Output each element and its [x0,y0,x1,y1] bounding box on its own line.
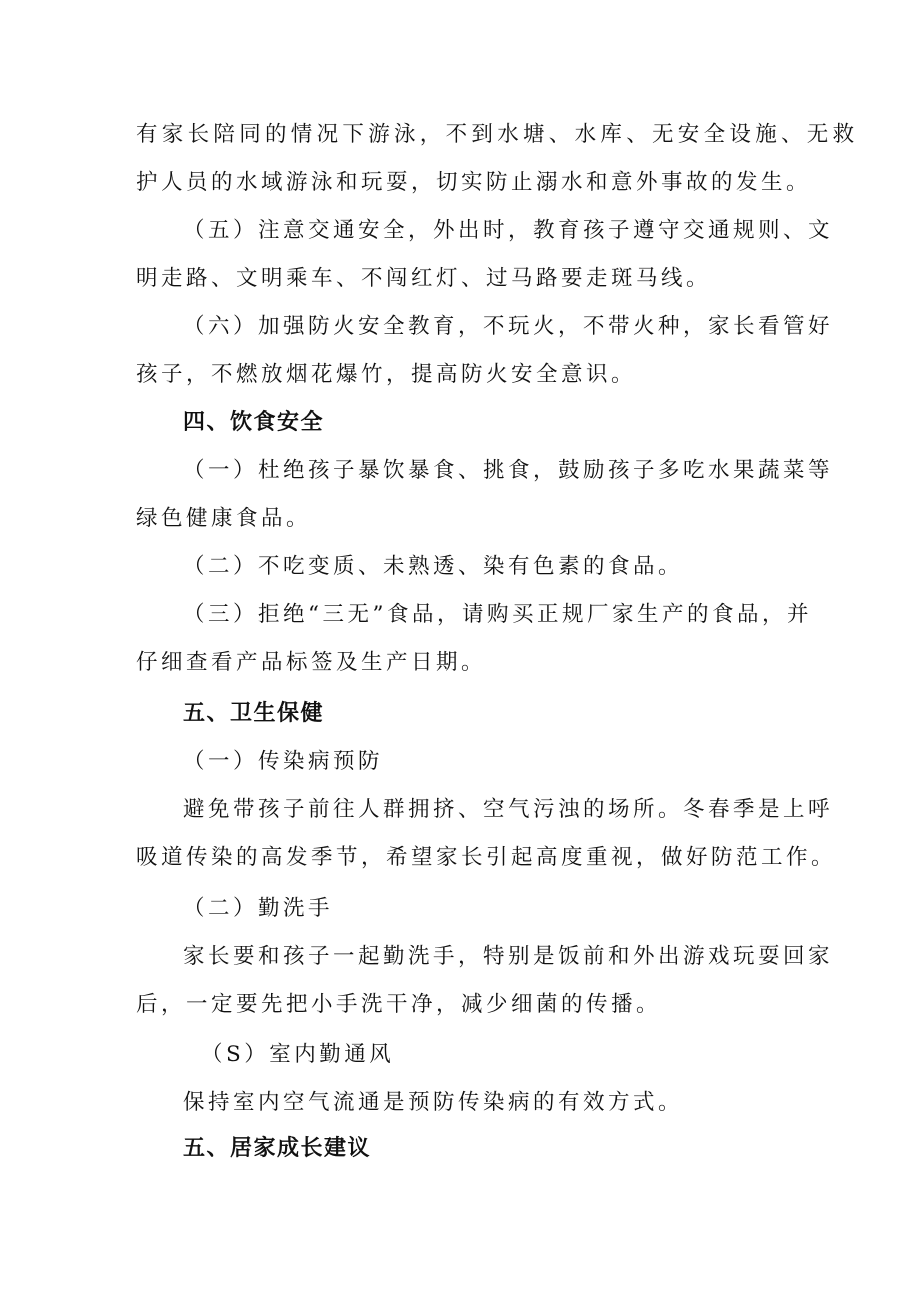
section-heading-health-care: 五、卫生保健 [183,701,325,726]
paragraph-line: 孩子，不燃放烟花爆竹，提高防火安全意识。 [136,362,637,387]
paragraph-line: （一）杜绝孩子暴饮暴食、挑食，鼓励孩子多吃水果蔬菜等 [183,458,834,483]
paragraph-line: （二）不吃变质、未熟透、染有色素的食品。 [183,554,684,579]
paragraph-line: （五）注意交通安全，外出时，教育孩子遵守交通规则、文 [183,218,834,243]
paragraph-line: 护人员的水域游泳和玩耍，切实防止溺水和意外事故的发生。 [136,170,812,195]
paragraph-line: 明走路、文明乘车、不闯红灯、过马路要走斑马线。 [136,266,712,291]
paragraph-line: 绿色健康食品。 [136,506,312,531]
section-heading-home-growth: 五、居家成长建议 [183,1136,372,1161]
paragraph-line: 吸道传染的高发季节，希望家长引起高度重视，做好防范工作。 [136,845,837,870]
subsection-title: （一）传染病预防 [183,749,384,774]
paragraph-line: （六）加强防火安全教育，不玩火，不带火种，家长看管好 [183,314,834,339]
paragraph-line: 家长要和孩子一起勤洗手，特别是饭前和外出游戏玩耍回家 [183,944,834,969]
section-heading-food-safety: 四、饮食安全 [183,410,325,435]
paragraph-line: 避免带孩子前往人群拥挤、空气污浊的场所。冬春季是上呼 [183,797,834,822]
subsection-title: （S）室内勤通风 [201,1042,395,1067]
paragraph-line: 仔细查看产品标签及生产日期。 [136,650,487,675]
paragraph-line: 有家长陪同的情况下游泳，不到水塘、水库、无安全设施、无救 [136,122,859,147]
paragraph-line: （三）拒绝“三无”食品，请购买正规厂家生产的食品，并 [183,602,812,627]
subsection-title: （二）勤洗手 [183,896,334,921]
paragraph-line: 后，一定要先把小手洗干净，减少细菌的传播。 [136,992,662,1017]
paragraph-line: 保持室内空气流通是预防传染病的有效方式。 [183,1090,684,1115]
